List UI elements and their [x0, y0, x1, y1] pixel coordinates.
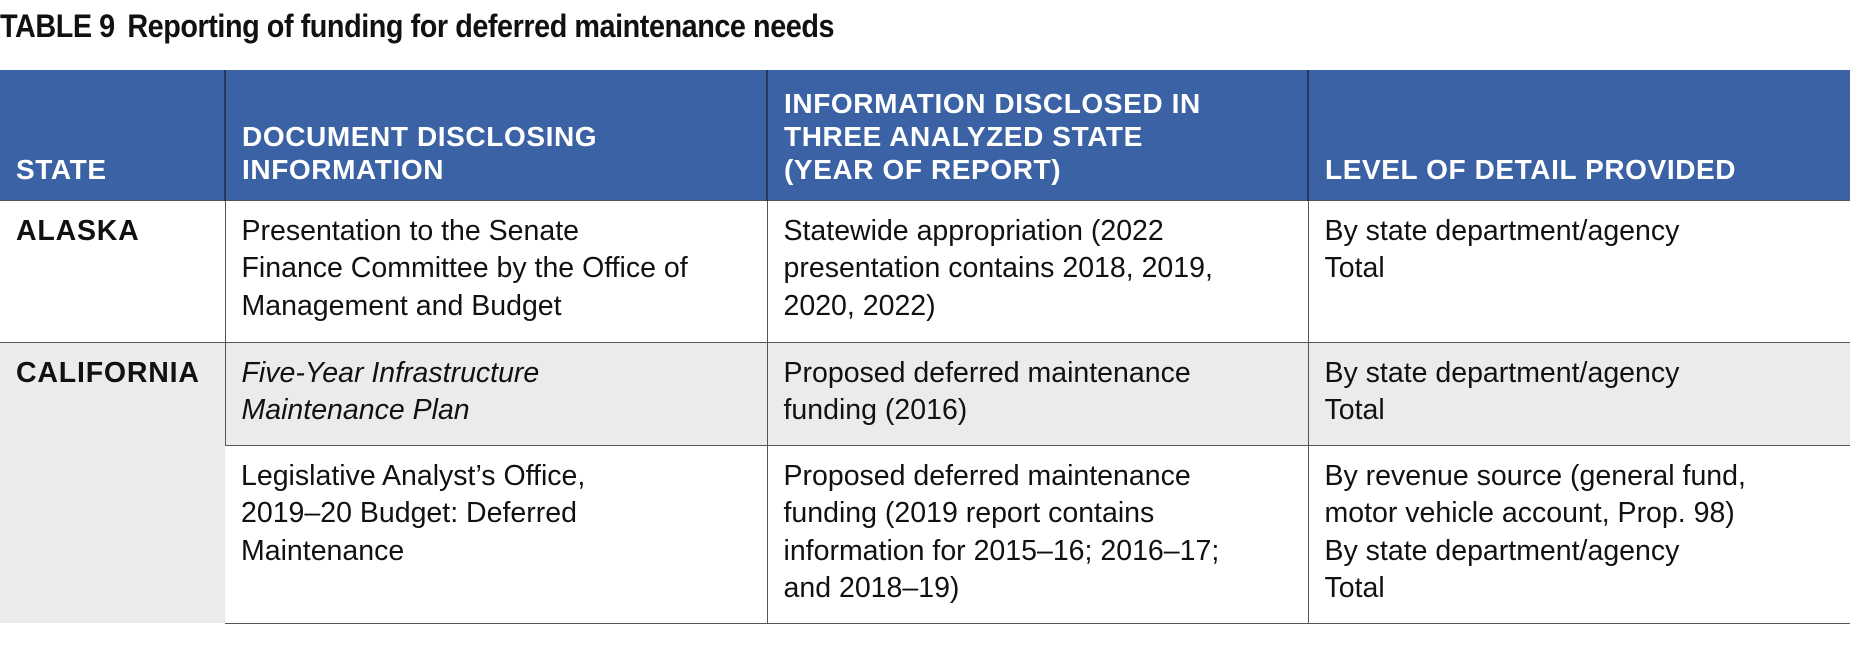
- funding-table: [0, 70, 1850, 624]
- table-row: [0, 342, 1850, 445]
- table-row: [0, 445, 1850, 623]
- document-cell: Presentation to the Senate Finance Committee by the Office of Management and Budget: [225, 200, 767, 342]
- detail-cell: By revenue source (general fund, motor vehicle account, Prop. 98) By state department/agency Total: [1308, 445, 1850, 623]
- header-row: [0, 70, 1850, 200]
- table-title: [0, 8, 834, 45]
- header-state: STATE: [0, 70, 225, 200]
- table-number: TABLE 9: [0, 8, 115, 44]
- state-cell: CALIFORNIA: [0, 342, 225, 623]
- info-cell: Proposed deferred maintenance funding (2019 report contains information for 2015–16; 2016–17; and 2018–19): [767, 445, 1308, 623]
- detail-cell: By state department/agency Total: [1308, 200, 1850, 342]
- state-cell: ALASKA: [0, 200, 225, 342]
- detail-cell: By state department/agency Total: [1308, 342, 1850, 445]
- header-information: INFORMATION DISCLOSED IN THREE ANALYZED STATE (YEAR OF REPORT): [767, 70, 1308, 200]
- table-body: [0, 200, 1850, 623]
- document-cell: Legislative Analyst’s Office, 2019–20 Budget: Deferred Maintenance: [225, 445, 767, 623]
- info-cell: Proposed deferred maintenance funding (2016): [767, 342, 1308, 445]
- document-cell: Five-Year Infrastructure Maintenance Plan: [225, 342, 767, 445]
- info-cell: Statewide appropriation (2022 presentation contains 2018, 2019, 2020, 2022): [767, 200, 1308, 342]
- header-document: DOCUMENT DISCLOSING INFORMATION: [225, 70, 767, 200]
- header-detail: LEVEL OF DETAIL PROVIDED: [1308, 70, 1850, 200]
- table-header: [0, 70, 1850, 200]
- table-title-text: Reporting of funding for deferred maintenance needs: [127, 8, 835, 44]
- table-row: [0, 200, 1850, 342]
